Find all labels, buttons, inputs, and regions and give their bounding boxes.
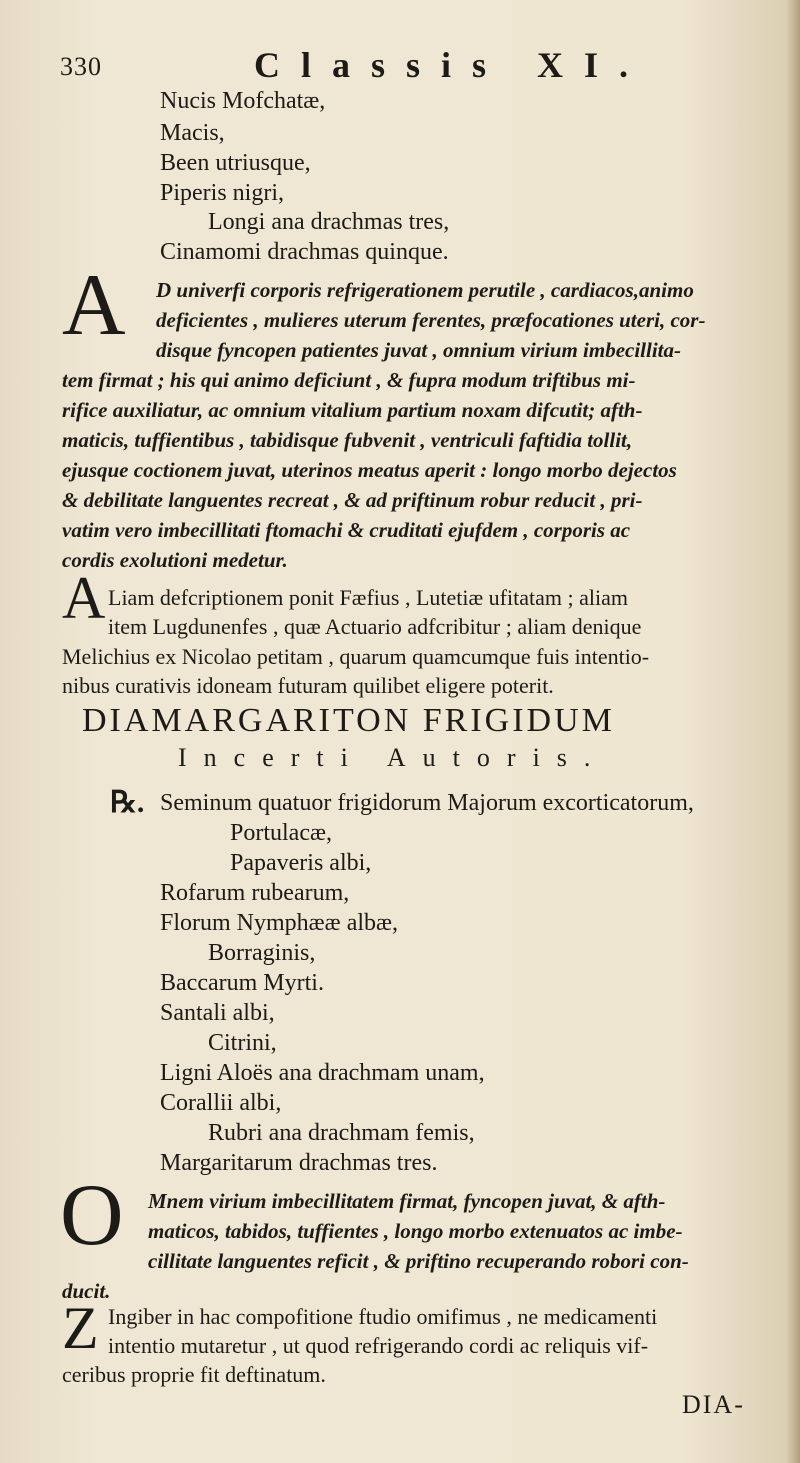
recipe-line: Santali albi, [160,1000,275,1026]
ingredient-line: Nucis Mofchatæ, [160,88,326,114]
paragraph-line: ducit. [62,1279,111,1303]
recipe-line: Papaveris albi, [230,850,372,876]
catchword: DIA- [682,1390,745,1419]
paragraph-line: Mnem virium imbecillitatem firmat, fyncopen juvat, & afth- [148,1189,666,1213]
recipe-symbol: ℞. [110,786,145,819]
paragraph-line: Liam defcriptionem ponit Fæfius , Lutetiæ ufitatam ; aliam [108,585,628,610]
paragraph-line: Ingiber in hac compofitione ftudio omifimus , ne medicamenti [108,1304,658,1329]
page-edge-shadow [786,0,800,1463]
drop-cap: A [62,565,106,631]
drop-cap: A [62,257,126,354]
paragraph-line: & debilitate languentes recreat , & ad priftinum robur reducit , pri- [62,488,643,512]
ingredient-line: Longi ana drachmas tres, [208,209,450,235]
paragraph-line: deficientes , mulieres uterum ferentes, præfocationes uteri, cor- [156,308,706,332]
running-title: Classis XI. [254,45,650,85]
paragraph-line: ejusque coctionem juvat, uterinos meatus aperit : longo morbo dejectos [62,458,677,482]
recipe-line: Citrini, [208,1030,277,1056]
paragraph-line: vatim vero imbecillitati ftomachi & cruditati ejufdem , corporis ac [62,518,631,542]
recipe-line: Corallii albi, [160,1090,282,1116]
drop-cap: Z [62,1295,99,1361]
recipe-line: Margaritarum drachmas tres. [160,1150,438,1176]
recipe-line: Baccarum Myrti. [160,970,324,996]
paragraph-line: tem firmat ; his qui animo deficiunt , & fupra modum triftibus mi- [62,368,636,392]
ingredient-line: Cinamomi drachmas quinque. [160,239,449,265]
section-title: DIAMARGARITON FRIGIDUM [82,702,615,739]
paragraph-line: Melichius ex Nicolao petitam , quarum quamcumque fuis intentio- [62,644,650,669]
recipe-line: Florum Nymphææ albæ, [160,910,399,936]
ingredient-line: Macis, [160,120,225,146]
paragraph-line: maticis, tuffientibus , tabidisque fubvenit , ventriculi faftidia tollit, [62,428,633,452]
recipe-line: Borraginis, [208,940,316,966]
recipe-line: Portulacæ, [230,820,332,846]
page-number: 330 [60,52,102,81]
recipe-line: Rubri ana drachmam femis, [208,1120,475,1146]
paragraph-line: cillitate languentes reficit , & priftino recuperando robori con- [148,1249,689,1273]
paragraph-line: ceribus proprie fit deftinatum. [62,1362,326,1387]
paragraph-line: rifice auxiliatur, ac omnium vitalium partium noxam difcutit; afth- [62,398,643,422]
paragraph-line: nibus curativis idoneam futuram quilibet eligere poterit. [62,673,554,698]
paragraph-line: cordis exolutioni medetur. [62,548,288,572]
paragraph-line: intentio mutaretur , ut quod refrigerando cordi ac reliquis vif- [108,1333,649,1358]
ingredient-line: Piperis nigri, [160,180,284,206]
drop-cap: O [60,1167,124,1264]
section-subtitle: Incerti Autoris. [178,743,608,772]
ingredient-line: Been utriusque, [160,150,311,176]
paragraph-line: disque fyncopen patientes juvat , omnium virium imbecillita- [156,338,681,362]
recipe-line: Seminum quatuor frigidorum Majorum excorticatorum, [160,790,694,816]
paragraph-line: D univerfi corporis refrigerationem perutile , cardiacos,animo [156,278,694,302]
paragraph-line: item Lugdunenfes , quæ Actuario adfcribitur ; aliam denique [108,614,642,639]
recipe-line: Rofarum rubearum, [160,880,350,906]
recipe-line: Ligni Aloës ana drachmam unam, [160,1060,485,1086]
paragraph-line: maticos, tabidos, tuffientes , longo morbo extenuatos ac imbe- [148,1219,683,1243]
